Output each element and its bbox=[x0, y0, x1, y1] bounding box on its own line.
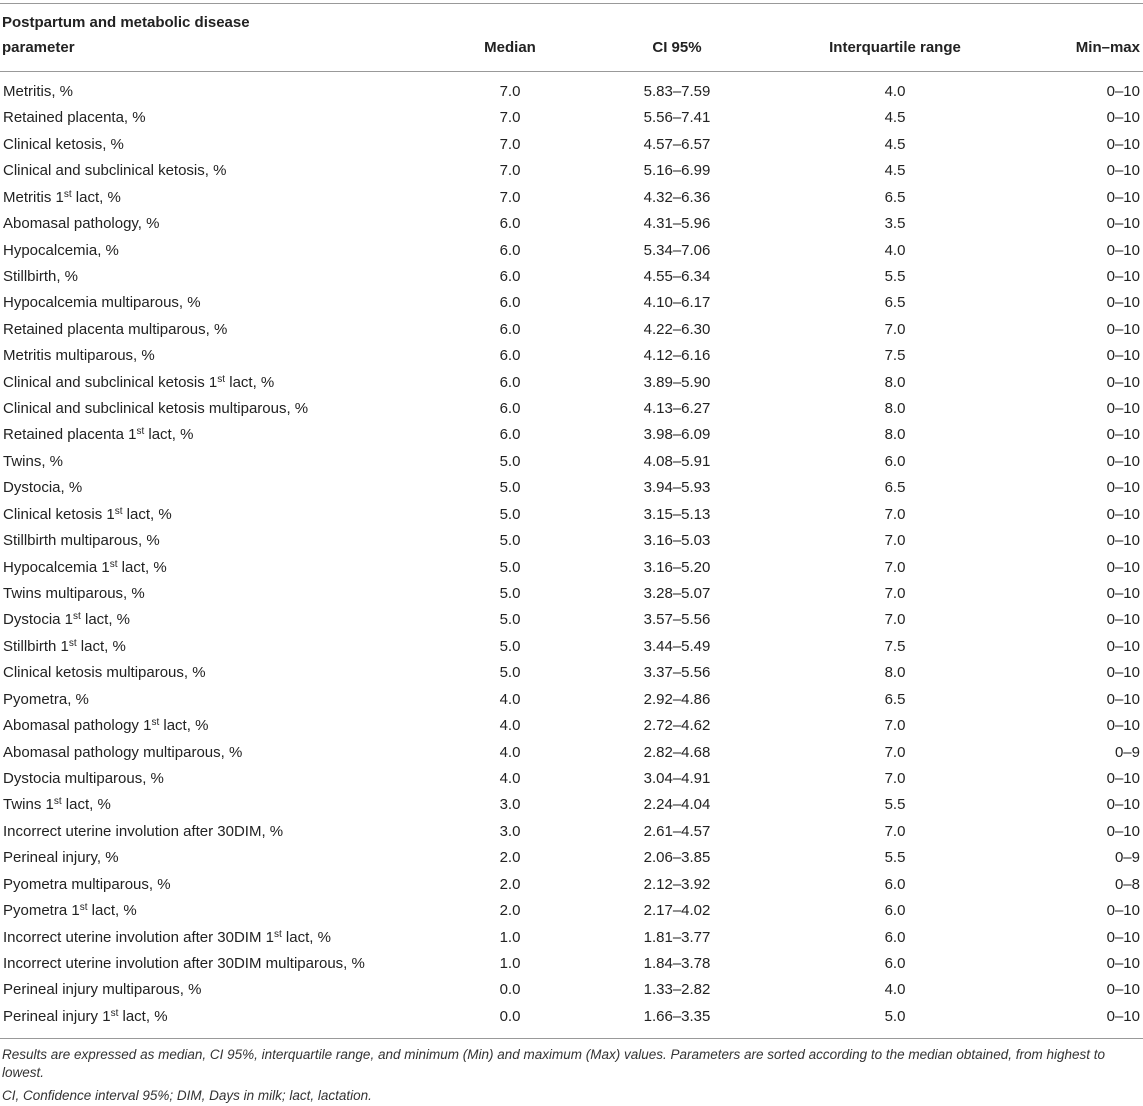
cell-median: 6.0 bbox=[499, 294, 521, 312]
parameter-text: Retained placenta multiparous, % bbox=[3, 320, 228, 338]
table-row bbox=[0, 740, 1143, 766]
cell-parameter bbox=[3, 528, 160, 554]
table-row bbox=[0, 898, 1143, 924]
parameter-superscript: st bbox=[63, 188, 72, 200]
cell-parameter bbox=[3, 792, 111, 818]
cell-min-max: 0–10 bbox=[1106, 558, 1140, 576]
header-median: Median bbox=[484, 39, 536, 56]
cell-median: 1.0 bbox=[499, 928, 521, 946]
cell-interquartile-range: 7.0 bbox=[884, 585, 906, 603]
cell-parameter bbox=[3, 872, 171, 898]
cell-ci95: 3.57–5.56 bbox=[643, 611, 711, 629]
cell-min-max: 0–10 bbox=[1106, 426, 1140, 444]
parameter-suffix: lact, % bbox=[61, 796, 111, 814]
cell-min-max: 0–10 bbox=[1106, 294, 1140, 312]
cell-interquartile-range: 7.5 bbox=[884, 347, 906, 365]
cell-median: 0.0 bbox=[499, 981, 521, 999]
cell-interquartile-range: 7.0 bbox=[884, 611, 906, 629]
cell-ci95: 3.04–4.91 bbox=[643, 769, 711, 787]
cell-interquartile-range: 6.5 bbox=[884, 294, 906, 312]
parameter-text: Twins multiparous, % bbox=[3, 585, 145, 603]
cell-interquartile-range: 5.5 bbox=[884, 796, 906, 814]
cell-parameter bbox=[3, 925, 331, 951]
parameter-text: Twins 1 bbox=[3, 796, 54, 814]
parameter-superscript: st bbox=[68, 637, 77, 649]
table-row bbox=[0, 555, 1143, 581]
cell-median: 5.0 bbox=[499, 452, 521, 470]
cell-parameter bbox=[3, 555, 167, 581]
cell-ci95: 3.28–5.07 bbox=[643, 585, 711, 603]
cell-ci95: 5.16–6.99 bbox=[643, 162, 711, 180]
parameter-text: Hypocalcemia, % bbox=[3, 241, 119, 259]
cell-parameter bbox=[3, 343, 155, 369]
cell-ci95: 4.32–6.36 bbox=[643, 188, 711, 206]
table-row bbox=[0, 185, 1143, 211]
cell-parameter bbox=[3, 132, 124, 158]
cell-min-max: 0–8 bbox=[1114, 875, 1140, 893]
cell-median: 6.0 bbox=[499, 373, 521, 391]
parameter-suffix: lact, % bbox=[144, 426, 194, 444]
cell-ci95: 5.34–7.06 bbox=[643, 241, 711, 259]
cell-median: 7.0 bbox=[499, 83, 521, 100]
parameter-superscript: st bbox=[109, 558, 118, 570]
table-top-rule bbox=[0, 3, 1143, 4]
parameter-text: Clinical and subclinical ketosis, % bbox=[3, 162, 227, 180]
table-row bbox=[0, 317, 1143, 343]
parameter-suffix: lact, % bbox=[159, 717, 209, 735]
cell-interquartile-range: 7.0 bbox=[884, 743, 906, 761]
parameter-superscript: st bbox=[53, 796, 62, 808]
parameter-text: Stillbirth, % bbox=[3, 267, 79, 285]
cell-interquartile-range: 8.0 bbox=[884, 426, 906, 444]
cell-ci95: 4.22–6.30 bbox=[643, 320, 711, 338]
cell-ci95: 2.82–4.68 bbox=[643, 743, 711, 761]
cell-min-max: 0–10 bbox=[1106, 717, 1140, 735]
parameter-superscript: st bbox=[110, 1007, 119, 1019]
table-body bbox=[0, 79, 1143, 1030]
cell-ci95: 4.31–5.96 bbox=[643, 215, 711, 233]
table-row bbox=[0, 687, 1143, 713]
cell-parameter bbox=[3, 396, 308, 422]
table-abbreviations: CI, Confidence interval 95%; DIM, Days in milk; lact, lactation. bbox=[2, 1088, 372, 1103]
parameter-text: Dystocia multiparous, % bbox=[3, 769, 164, 787]
cell-parameter bbox=[3, 1004, 168, 1030]
parameter-suffix: lact, % bbox=[281, 928, 331, 946]
parameter-suffix: lact, % bbox=[118, 1007, 168, 1025]
table-row bbox=[0, 475, 1143, 501]
table-header-rule bbox=[0, 71, 1143, 72]
cell-parameter bbox=[3, 475, 82, 501]
cell-interquartile-range: 4.5 bbox=[884, 162, 906, 180]
table-row bbox=[0, 792, 1143, 818]
cell-median: 5.0 bbox=[499, 585, 521, 603]
cell-ci95: 2.06–3.85 bbox=[643, 849, 711, 867]
parameter-text: Hypocalcemia multiparous, % bbox=[3, 294, 201, 312]
parameter-text: Hypocalcemia 1 bbox=[3, 558, 110, 576]
cell-interquartile-range: 5.5 bbox=[884, 849, 906, 867]
cell-ci95: 3.98–6.09 bbox=[643, 426, 711, 444]
cell-min-max: 0–10 bbox=[1106, 769, 1140, 787]
cell-median: 2.0 bbox=[499, 849, 521, 867]
cell-interquartile-range: 7.5 bbox=[884, 637, 906, 655]
table-row bbox=[0, 819, 1143, 845]
cell-min-max: 0–10 bbox=[1106, 902, 1140, 920]
cell-min-max: 0–10 bbox=[1106, 690, 1140, 708]
table-row bbox=[0, 872, 1143, 898]
parameter-text: Clinical and subclinical ketosis 1 bbox=[3, 373, 218, 391]
cell-interquartile-range: 7.0 bbox=[884, 769, 906, 787]
parameter-text: Retained placenta, % bbox=[3, 109, 146, 127]
cell-median: 5.0 bbox=[499, 558, 521, 576]
parameter-text: Abomasal pathology, % bbox=[3, 215, 160, 233]
parameter-text: Stillbirth multiparous, % bbox=[3, 532, 160, 550]
cell-ci95: 4.55–6.34 bbox=[643, 267, 711, 285]
parameter-text: Pyometra multiparous, % bbox=[3, 875, 171, 893]
table-row bbox=[0, 158, 1143, 184]
cell-median: 5.0 bbox=[499, 611, 521, 629]
cell-min-max: 0–10 bbox=[1106, 954, 1140, 972]
cell-median: 6.0 bbox=[499, 241, 521, 259]
parameter-text: Incorrect uterine involution after 30DIM multiparous, % bbox=[3, 954, 365, 972]
parameter-suffix: lact, % bbox=[80, 611, 130, 629]
cell-median: 4.0 bbox=[499, 769, 521, 787]
cell-min-max: 0–10 bbox=[1106, 822, 1140, 840]
cell-min-max: 0–10 bbox=[1106, 188, 1140, 206]
cell-median: 7.0 bbox=[499, 162, 521, 180]
cell-interquartile-range: 4.5 bbox=[884, 109, 906, 127]
parameter-superscript: st bbox=[136, 426, 145, 438]
cell-median: 7.0 bbox=[499, 188, 521, 206]
cell-interquartile-range: 6.0 bbox=[884, 928, 906, 946]
cell-min-max: 0–10 bbox=[1106, 109, 1140, 127]
cell-min-max: 0–10 bbox=[1106, 479, 1140, 497]
cell-interquartile-range: 3.5 bbox=[884, 215, 906, 233]
parameter-suffix: lact, % bbox=[87, 902, 137, 920]
parameter-text: Clinical and subclinical ketosis multiparous, % bbox=[3, 400, 309, 418]
cell-min-max: 0–10 bbox=[1106, 611, 1140, 629]
cell-min-max: 0–10 bbox=[1106, 532, 1140, 550]
cell-median: 4.0 bbox=[499, 743, 521, 761]
cell-min-max: 0–10 bbox=[1106, 928, 1140, 946]
cell-min-max: 0–10 bbox=[1106, 505, 1140, 523]
parameter-text: Pyometra, % bbox=[3, 690, 89, 708]
cell-ci95: 2.24–4.04 bbox=[643, 796, 711, 814]
cell-median: 5.0 bbox=[499, 664, 521, 682]
parameter-text: Metritis multiparous, % bbox=[3, 347, 155, 365]
parameter-text: Pyometra 1 bbox=[3, 902, 80, 920]
parameter-text: Abomasal pathology multiparous, % bbox=[3, 743, 243, 761]
cell-parameter bbox=[3, 951, 365, 977]
cell-ci95: 5.83–7.59 bbox=[643, 83, 711, 100]
table-footnote: Results are expressed as median, CI 95%, interquartile range, and minimum (Min) and maximum (Max) values. Parameters are sorted according to the median obtained, from highest to lowest. bbox=[2, 1047, 1106, 1080]
cell-parameter bbox=[3, 502, 172, 528]
cell-median: 3.0 bbox=[499, 822, 521, 840]
cell-parameter bbox=[3, 158, 226, 184]
table-row bbox=[0, 290, 1143, 316]
cell-median: 0.0 bbox=[499, 1007, 521, 1025]
table-row bbox=[0, 105, 1143, 131]
parameter-suffix: lact, % bbox=[225, 373, 275, 391]
cell-median: 5.0 bbox=[499, 505, 521, 523]
parameter-text: Abomasal pathology 1 bbox=[3, 717, 152, 735]
parameter-text: Dystocia 1 bbox=[3, 611, 74, 629]
parameter-text: Metritis, % bbox=[3, 83, 74, 100]
table-row bbox=[0, 211, 1143, 237]
cell-min-max: 0–10 bbox=[1106, 373, 1140, 391]
cell-interquartile-range: 7.0 bbox=[884, 505, 906, 523]
parameter-suffix: lact, % bbox=[76, 637, 126, 655]
cell-parameter bbox=[3, 687, 89, 713]
cell-median: 6.0 bbox=[499, 267, 521, 285]
cell-median: 4.0 bbox=[499, 690, 521, 708]
cell-interquartile-range: 7.0 bbox=[884, 822, 906, 840]
cell-interquartile-range: 6.0 bbox=[884, 902, 906, 920]
cell-parameter bbox=[3, 740, 242, 766]
table-row bbox=[0, 370, 1143, 396]
cell-median: 5.0 bbox=[499, 479, 521, 497]
table-row bbox=[0, 79, 1143, 105]
cell-ci95: 3.16–5.20 bbox=[643, 558, 711, 576]
table-row bbox=[0, 581, 1143, 607]
cell-median: 7.0 bbox=[499, 109, 521, 127]
table-row bbox=[0, 132, 1143, 158]
cell-interquartile-range: 6.5 bbox=[884, 690, 906, 708]
cell-min-max: 0–10 bbox=[1106, 664, 1140, 682]
table-row bbox=[0, 977, 1143, 1003]
cell-median: 2.0 bbox=[499, 875, 521, 893]
cell-interquartile-range: 7.0 bbox=[884, 532, 906, 550]
parameter-text: Stillbirth 1 bbox=[3, 637, 69, 655]
parameter-text: Clinical ketosis multiparous, % bbox=[3, 664, 206, 682]
table-row bbox=[0, 422, 1143, 448]
cell-interquartile-range: 7.0 bbox=[884, 558, 906, 576]
parameter-superscript: st bbox=[114, 505, 123, 517]
cell-ci95: 5.56–7.41 bbox=[643, 109, 711, 127]
cell-min-max: 0–10 bbox=[1106, 796, 1140, 814]
parameter-superscript: st bbox=[79, 902, 88, 914]
cell-parameter bbox=[3, 977, 201, 1003]
table-row bbox=[0, 502, 1143, 528]
cell-parameter bbox=[3, 79, 73, 105]
cell-parameter bbox=[3, 634, 126, 660]
table-row bbox=[0, 607, 1143, 633]
cell-min-max: 0–10 bbox=[1106, 215, 1140, 233]
cell-median: 3.0 bbox=[499, 796, 521, 814]
cell-min-max: 0–10 bbox=[1106, 162, 1140, 180]
cell-median: 7.0 bbox=[499, 135, 521, 153]
table-row bbox=[0, 528, 1143, 554]
cell-min-max: 0–10 bbox=[1106, 241, 1140, 259]
cell-parameter bbox=[3, 422, 193, 448]
cell-ci95: 3.94–5.93 bbox=[643, 479, 711, 497]
parameter-superscript: st bbox=[73, 611, 81, 623]
cell-parameter bbox=[3, 607, 130, 633]
cell-parameter bbox=[3, 185, 121, 211]
cell-parameter bbox=[3, 238, 119, 264]
header-parameter-line1: Postpartum and metabolic disease bbox=[2, 14, 250, 31]
cell-median: 4.0 bbox=[499, 717, 521, 735]
cell-interquartile-range: 6.5 bbox=[884, 479, 906, 497]
cell-min-max: 0–10 bbox=[1106, 400, 1140, 418]
cell-ci95: 2.12–3.92 bbox=[643, 875, 711, 893]
cell-ci95: 3.16–5.03 bbox=[643, 532, 711, 550]
cell-ci95: 2.72–4.62 bbox=[643, 717, 711, 735]
cell-median: 6.0 bbox=[499, 400, 521, 418]
parameter-superscript: st bbox=[151, 717, 160, 729]
table-row bbox=[0, 713, 1143, 739]
cell-interquartile-range: 5.5 bbox=[884, 267, 906, 285]
cell-min-max: 0–9 bbox=[1114, 743, 1140, 761]
cell-ci95: 3.37–5.56 bbox=[643, 664, 711, 682]
cell-ci95: 3.44–5.49 bbox=[643, 637, 711, 655]
parameter-text: Perineal injury 1 bbox=[3, 1007, 111, 1025]
cell-parameter bbox=[3, 449, 63, 475]
parameter-text: Metritis 1 bbox=[3, 188, 64, 206]
cell-interquartile-range: 6.0 bbox=[884, 452, 906, 470]
cell-interquartile-range: 6.0 bbox=[884, 954, 906, 972]
cell-interquartile-range: 7.0 bbox=[884, 320, 906, 338]
cell-median: 6.0 bbox=[499, 347, 521, 365]
cell-interquartile-range: 4.5 bbox=[884, 135, 906, 153]
cell-parameter bbox=[3, 766, 164, 792]
parameter-text: Incorrect uterine involution after 30DIM 1 bbox=[3, 928, 274, 946]
table-row bbox=[0, 238, 1143, 264]
cell-parameter bbox=[3, 581, 145, 607]
cell-ci95: 2.92–4.86 bbox=[643, 690, 711, 708]
table-bottom-rule bbox=[0, 1038, 1143, 1039]
cell-parameter bbox=[3, 105, 146, 131]
parameter-text: Clinical ketosis, % bbox=[3, 135, 124, 153]
cell-min-max: 0–10 bbox=[1106, 981, 1140, 999]
cell-median: 6.0 bbox=[499, 320, 521, 338]
table-row bbox=[0, 766, 1143, 792]
parameter-suffix: lact, % bbox=[117, 558, 167, 576]
cell-parameter bbox=[3, 660, 206, 686]
cell-parameter bbox=[3, 370, 274, 396]
table-row bbox=[0, 951, 1143, 977]
cell-ci95: 4.10–6.17 bbox=[643, 294, 711, 312]
cell-interquartile-range: 8.0 bbox=[884, 373, 906, 391]
cell-ci95: 4.12–6.16 bbox=[643, 347, 711, 365]
cell-median: 1.0 bbox=[499, 954, 521, 972]
cell-ci95: 3.89–5.90 bbox=[643, 373, 711, 391]
cell-interquartile-range: 4.0 bbox=[884, 83, 906, 100]
parameter-text: Dystocia, % bbox=[3, 479, 83, 497]
cell-min-max: 0–10 bbox=[1106, 585, 1140, 603]
cell-parameter bbox=[3, 713, 208, 739]
cell-min-max: 0–10 bbox=[1106, 267, 1140, 285]
cell-interquartile-range: 8.0 bbox=[884, 664, 906, 682]
cell-ci95: 2.61–4.57 bbox=[643, 822, 711, 840]
cell-interquartile-range: 8.0 bbox=[884, 400, 906, 418]
table-row bbox=[0, 925, 1143, 951]
cell-parameter bbox=[3, 819, 283, 845]
parameter-text: Perineal injury multiparous, % bbox=[3, 981, 202, 999]
cell-ci95: 4.08–5.91 bbox=[643, 452, 711, 470]
parameter-suffix: lact, % bbox=[71, 188, 121, 206]
cell-interquartile-range: 4.0 bbox=[884, 241, 906, 259]
parameter-suffix: lact, % bbox=[122, 505, 172, 523]
parameter-text: Twins, % bbox=[3, 452, 64, 470]
table-row bbox=[0, 634, 1143, 660]
header-parameter-line2: parameter bbox=[2, 39, 75, 56]
cell-ci95: 2.17–4.02 bbox=[643, 902, 711, 920]
cell-parameter bbox=[3, 845, 119, 871]
cell-min-max: 0–9 bbox=[1114, 849, 1140, 867]
cell-parameter bbox=[3, 898, 137, 924]
cell-parameter bbox=[3, 264, 78, 290]
cell-interquartile-range: 6.5 bbox=[884, 188, 906, 206]
cell-ci95: 1.84–3.78 bbox=[643, 954, 711, 972]
header-interquartile-range: Interquartile range bbox=[829, 39, 961, 56]
cell-median: 5.0 bbox=[499, 637, 521, 655]
cell-ci95: 4.57–6.57 bbox=[643, 135, 711, 153]
cell-min-max: 0–10 bbox=[1106, 320, 1140, 338]
parameter-superscript: st bbox=[217, 373, 226, 385]
cell-parameter bbox=[3, 317, 227, 343]
header-ci95: CI 95% bbox=[652, 39, 702, 56]
table-row bbox=[0, 343, 1143, 369]
table-row bbox=[0, 449, 1143, 475]
parameter-text: Retained placenta 1 bbox=[3, 426, 137, 444]
cell-parameter bbox=[3, 211, 159, 237]
cell-interquartile-range: 5.0 bbox=[884, 1007, 906, 1025]
cell-median: 6.0 bbox=[499, 215, 521, 233]
cell-interquartile-range: 6.0 bbox=[884, 875, 906, 893]
table-row bbox=[0, 660, 1143, 686]
table-row bbox=[0, 264, 1143, 290]
cell-ci95: 1.66–3.35 bbox=[643, 1007, 711, 1025]
parameter-text: Perineal injury, % bbox=[3, 849, 119, 867]
table-row bbox=[0, 396, 1143, 422]
cell-median: 6.0 bbox=[499, 426, 521, 444]
cell-ci95: 4.13–6.27 bbox=[643, 400, 711, 418]
cell-min-max: 0–10 bbox=[1106, 347, 1140, 365]
table-row bbox=[0, 1004, 1143, 1030]
cell-interquartile-range: 7.0 bbox=[884, 717, 906, 735]
cell-ci95: 1.81–3.77 bbox=[643, 928, 711, 946]
cell-min-max: 0–10 bbox=[1106, 135, 1140, 153]
cell-min-max: 0–10 bbox=[1106, 452, 1140, 470]
cell-ci95: 1.33–2.82 bbox=[643, 981, 711, 999]
cell-interquartile-range: 4.0 bbox=[884, 981, 906, 999]
cell-median: 5.0 bbox=[499, 532, 521, 550]
parameter-text: Clinical ketosis 1 bbox=[3, 505, 115, 523]
cell-min-max: 0–10 bbox=[1106, 1007, 1140, 1025]
cell-min-max: 0–10 bbox=[1106, 83, 1140, 100]
cell-parameter bbox=[3, 290, 201, 316]
parameter-text: Incorrect uterine involution after 30DIM, % bbox=[3, 822, 284, 840]
table-row bbox=[0, 845, 1143, 871]
parameter-superscript: st bbox=[273, 928, 282, 940]
cell-min-max: 0–10 bbox=[1106, 637, 1140, 655]
cell-ci95: 3.15–5.13 bbox=[643, 505, 711, 523]
header-min-max: Min–max bbox=[1075, 39, 1140, 56]
cell-median: 2.0 bbox=[499, 902, 521, 920]
